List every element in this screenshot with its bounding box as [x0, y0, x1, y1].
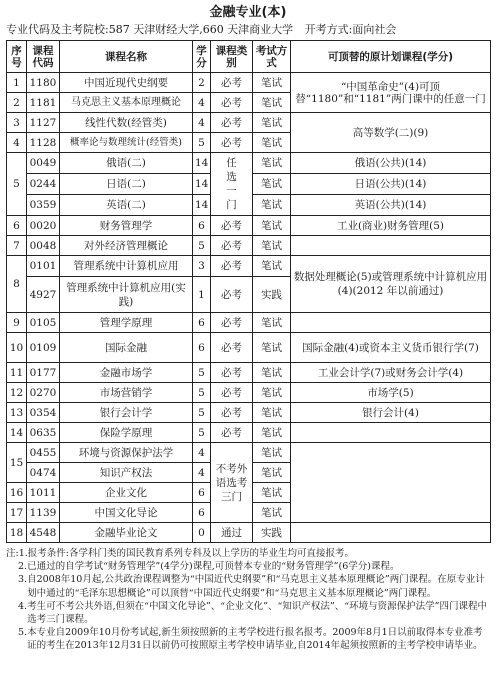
cell-credit: 6 [193, 216, 211, 236]
notes-label: 注: [6, 548, 19, 559]
table-row [7, 256, 491, 277]
note-item [6, 626, 490, 652]
cell-credit: 5 [193, 236, 211, 256]
table-row [7, 113, 491, 133]
cell-replace: 工业(商业)财务管理(5) [291, 216, 491, 236]
cell-name: 日语(二) [60, 174, 193, 195]
cell-credit: 1 [193, 277, 211, 313]
cell-name: 中国文化导论 [60, 503, 193, 523]
cell-name: 对外经济管理概论 [60, 236, 193, 256]
cell-code: 0270 [27, 383, 60, 403]
cell-name: 线性代数(经管类) [60, 113, 193, 133]
note-text: 报考条件:各学科门类的国民教育系列专科及以上学历的毕业生均可直接报考。 [27, 548, 354, 559]
subtitle-schools: 专业代码及主考院校:587 天津财经大学,660 天津商业大学 [6, 23, 294, 36]
cell-category: 必考 [211, 216, 253, 236]
note-text: 本专业自2009年10月份考试起,新生须按照新的主考学校进行报名报考。2009年8月1日以前取得本专业准考证的考生在2013年12月31日以前仍可按照原主考学校申请毕业,自2014年起须按照新的主考学校申请毕业。 [27, 627, 483, 652]
cell-category: 通过 [211, 523, 253, 543]
cell-replace: 日语(公共)(14) [291, 174, 491, 195]
note-number: 3. [18, 574, 28, 586]
cell-name: 俄语(二) [60, 153, 193, 174]
cell-code: 1127 [27, 113, 60, 133]
cell-credit: 14 [193, 195, 211, 216]
cell-credit: 4 [193, 463, 211, 483]
cell-code: 0109 [27, 333, 60, 363]
cell-category: 必考 [211, 333, 253, 363]
table-row [7, 363, 491, 383]
note-number: 5. [18, 627, 28, 639]
cell-exam: 实践 [253, 523, 291, 543]
cell-seq: 14 [7, 423, 27, 443]
cell-seq: 12 [7, 383, 27, 403]
cell-replace: “中国革命史”(4)可顶替“1180”和“1181”两门课中的任意一门 [291, 73, 491, 113]
cell-seq: 10 [7, 333, 27, 363]
cell-seq: 9 [7, 313, 27, 333]
cell-seq: 5 [7, 153, 27, 216]
cell-code: 0105 [27, 313, 60, 333]
cell-seq: 15 [7, 443, 27, 483]
cell-replace [291, 236, 491, 256]
cell-name: 马克思主义基本原理概论 [60, 93, 193, 113]
table-row [7, 383, 491, 403]
cell-code: 0049 [27, 153, 60, 174]
cell-name: 企业文化 [60, 483, 193, 503]
cell-code: 0455 [27, 443, 60, 463]
cell-exam: 笔试 [253, 195, 291, 216]
note-text: 自2008年10月起,公共政治课程调整为“中国近代史纲要”和“马克思主义基本原理概论”两门课程。在原专业计划中通过的“毛泽东思想概论”可以顶替“中国近代史纲要”和“马克思主义基本原理概论”两门课程。 [27, 574, 485, 599]
table-row [7, 423, 491, 443]
cell-category: 必考 [211, 313, 253, 333]
cell-credit: 6 [193, 313, 211, 333]
cell-seq: 3 [7, 113, 27, 133]
cell-credit: 5 [193, 403, 211, 423]
note-number: 4. [18, 600, 28, 612]
cell-exam: 笔试 [253, 333, 291, 363]
cell-replace [291, 523, 491, 543]
cell-category: 必考 [211, 256, 253, 277]
cell-credit: 3 [193, 256, 211, 277]
cell-replace: 高等数学(二)(9) [291, 113, 491, 153]
cell-code: 1011 [27, 483, 60, 503]
cell-seq: 4 [7, 133, 27, 153]
table-row [7, 313, 491, 333]
table-row [7, 153, 491, 174]
cell-code: 1180 [27, 73, 60, 93]
page-title: 金融专业(本) [209, 5, 287, 20]
cell-credit: 6 [193, 333, 211, 363]
cell-credit: 5 [193, 383, 211, 403]
cell-credit: 0 [193, 523, 211, 543]
cell-replace: 俄语(公共)(14) [291, 153, 491, 174]
cell-code: 0048 [27, 236, 60, 256]
cell-name: 管理系统中计算机应用(实践) [60, 277, 193, 313]
cell-code: 0177 [27, 363, 60, 383]
cell-seq: 6 [7, 216, 27, 236]
cell-exam: 笔试 [253, 174, 291, 195]
header-replace: 可顶替的原计划课程(学分) [291, 41, 491, 73]
cell-code: 1128 [27, 133, 60, 153]
cell-credit: 5 [193, 363, 211, 383]
cell-exam: 笔试 [253, 313, 291, 333]
cell-name: 金融市场学 [60, 363, 193, 383]
cell-category: 必考 [211, 423, 253, 443]
cell-replace: 工业会计学(7)或财务会计学(4) [291, 363, 491, 383]
table-header-row [7, 41, 491, 73]
cell-seq: 2 [7, 93, 27, 113]
cell-seq: 17 [7, 503, 27, 523]
cell-credit: 4 [193, 113, 211, 133]
cell-code: 0474 [27, 463, 60, 483]
cell-category: 必考 [211, 73, 253, 93]
cell-name: 概率论与数理统计(经管类) [60, 133, 193, 153]
cell-replace: 数据处理概论(5)或管理系统中计算机应用(4)(2012 年以前通过) [291, 256, 491, 313]
cell-category: 必考 [211, 403, 253, 423]
cell-replace: 英语(公共)(14) [291, 195, 491, 216]
cell-category: 必考 [211, 113, 253, 133]
cell-exam: 笔试 [253, 483, 291, 503]
cell-name: 国际金融 [60, 333, 193, 363]
cell-name: 银行会计学 [60, 403, 193, 423]
cell-exam: 笔试 [253, 216, 291, 236]
cell-exam: 笔试 [253, 256, 291, 277]
cell-name: 市场营销学 [60, 383, 193, 403]
cell-replace: 银行会计(4) [291, 403, 491, 423]
note-text: 已通过的自学考试“财务管理学”(4学分)课程,可顶替本专业的“财务管理学”(6学分)课程。 [27, 561, 400, 573]
header-seq: 序号 [7, 41, 27, 73]
cell-exam: 笔试 [253, 403, 291, 423]
header-category: 课程类别 [211, 41, 253, 73]
cell-category: 必考 [211, 133, 253, 153]
table-row [7, 443, 491, 463]
cell-category: 必考 [211, 383, 253, 403]
cell-credit: 14 [193, 153, 211, 174]
cell-replace: 市场学(5) [291, 383, 491, 403]
table-row [7, 403, 491, 423]
page-subtitle [6, 22, 490, 38]
table-row [7, 523, 491, 543]
cell-code: 0101 [27, 256, 60, 277]
cell-seq: 13 [7, 403, 27, 423]
note-number: 1. [18, 548, 28, 559]
cell-name: 管理系统中计算机应用 [60, 256, 193, 277]
cell-category: 必考 [211, 277, 253, 313]
table-row [7, 216, 491, 236]
cell-name: 环境与资源保护法学 [60, 443, 193, 463]
cell-credit: 6 [193, 503, 211, 523]
cell-code: 1139 [27, 503, 60, 523]
cell-code: 0354 [27, 403, 60, 423]
cell-credit: 14 [193, 174, 211, 195]
cell-code: 4548 [27, 523, 60, 543]
cell-exam: 笔试 [253, 443, 291, 463]
cell-exam: 笔试 [253, 73, 291, 93]
cell-credit: 4 [193, 93, 211, 113]
cell-category [211, 443, 253, 523]
cell-code: 0020 [27, 216, 60, 236]
note-text: 考生可不考公共外语,但须在“中国文化导论”、“企业文化”、“知识产权法”、“环境与资源保护法学”四门课程中选考三门课程。 [27, 600, 487, 626]
cell-replace: 国际金融(4)或资本主义货币银行学(7) [291, 333, 491, 363]
cell-credit: 5 [193, 423, 211, 443]
cell-seq: 18 [7, 523, 27, 543]
course-table [6, 40, 491, 543]
cell-credit: 4 [193, 443, 211, 463]
cell-name: 知识产权法 [60, 463, 193, 483]
cell-exam: 笔试 [253, 236, 291, 256]
cell-exam: 笔试 [253, 383, 291, 403]
table-row [7, 73, 491, 93]
cell-seq: 1 [7, 73, 27, 93]
note-number: 2. [18, 561, 28, 573]
cell-code: 0635 [27, 423, 60, 443]
category-elective: 任选一门 [226, 157, 237, 211]
cell-exam: 笔试 [253, 423, 291, 443]
cell-exam: 笔试 [253, 503, 291, 523]
cell-code: 4927 [27, 277, 60, 313]
cell-credit: 5 [193, 133, 211, 153]
cell-category: 必考 [211, 93, 253, 113]
cell-code: 0244 [27, 174, 60, 195]
cell-category [211, 153, 253, 216]
cell-credit: 2 [193, 73, 211, 93]
note-item [6, 560, 490, 573]
cell-name: 财务管理学 [60, 216, 193, 236]
cell-replace [291, 423, 491, 443]
cell-code: 1181 [27, 93, 60, 113]
cell-replace [291, 443, 491, 523]
cell-name: 金融毕业论文 [60, 523, 193, 543]
note-item [6, 547, 490, 560]
cell-category: 必考 [211, 236, 253, 256]
cell-category: 必考 [211, 363, 253, 383]
cell-exam: 笔试 [253, 93, 291, 113]
header-code: 课程代码 [27, 41, 60, 73]
cell-exam: 笔试 [253, 363, 291, 383]
cell-exam: 笔试 [253, 113, 291, 133]
cell-seq: 16 [7, 483, 27, 503]
cell-name: 英语(二) [60, 195, 193, 216]
header-credit: 学分 [193, 41, 211, 73]
table-row [7, 236, 491, 256]
cell-name: 管理学原理 [60, 313, 193, 333]
note-item [6, 600, 490, 626]
subtitle-method: 开考方式:面向社会 [304, 23, 397, 36]
header-exam: 考试方式 [253, 41, 291, 73]
cell-exam: 实践 [253, 277, 291, 313]
cell-code: 0359 [27, 195, 60, 216]
cell-exam: 笔试 [253, 153, 291, 174]
cell-credit: 6 [193, 483, 211, 503]
cell-seq: 8 [7, 256, 27, 313]
cell-exam: 笔试 [253, 463, 291, 483]
note-item [6, 573, 490, 599]
category-optional: 不考外语选考三门 [215, 462, 248, 503]
cell-exam: 笔试 [253, 133, 291, 153]
notes-section [6, 547, 490, 653]
cell-name: 中国近现代史纲要 [60, 73, 193, 93]
cell-seq: 11 [7, 363, 27, 383]
cell-seq: 7 [7, 236, 27, 256]
cell-name: 保险学原理 [60, 423, 193, 443]
table-row [7, 333, 491, 363]
header-name: 课程名称 [60, 41, 193, 73]
cell-replace [291, 313, 491, 333]
